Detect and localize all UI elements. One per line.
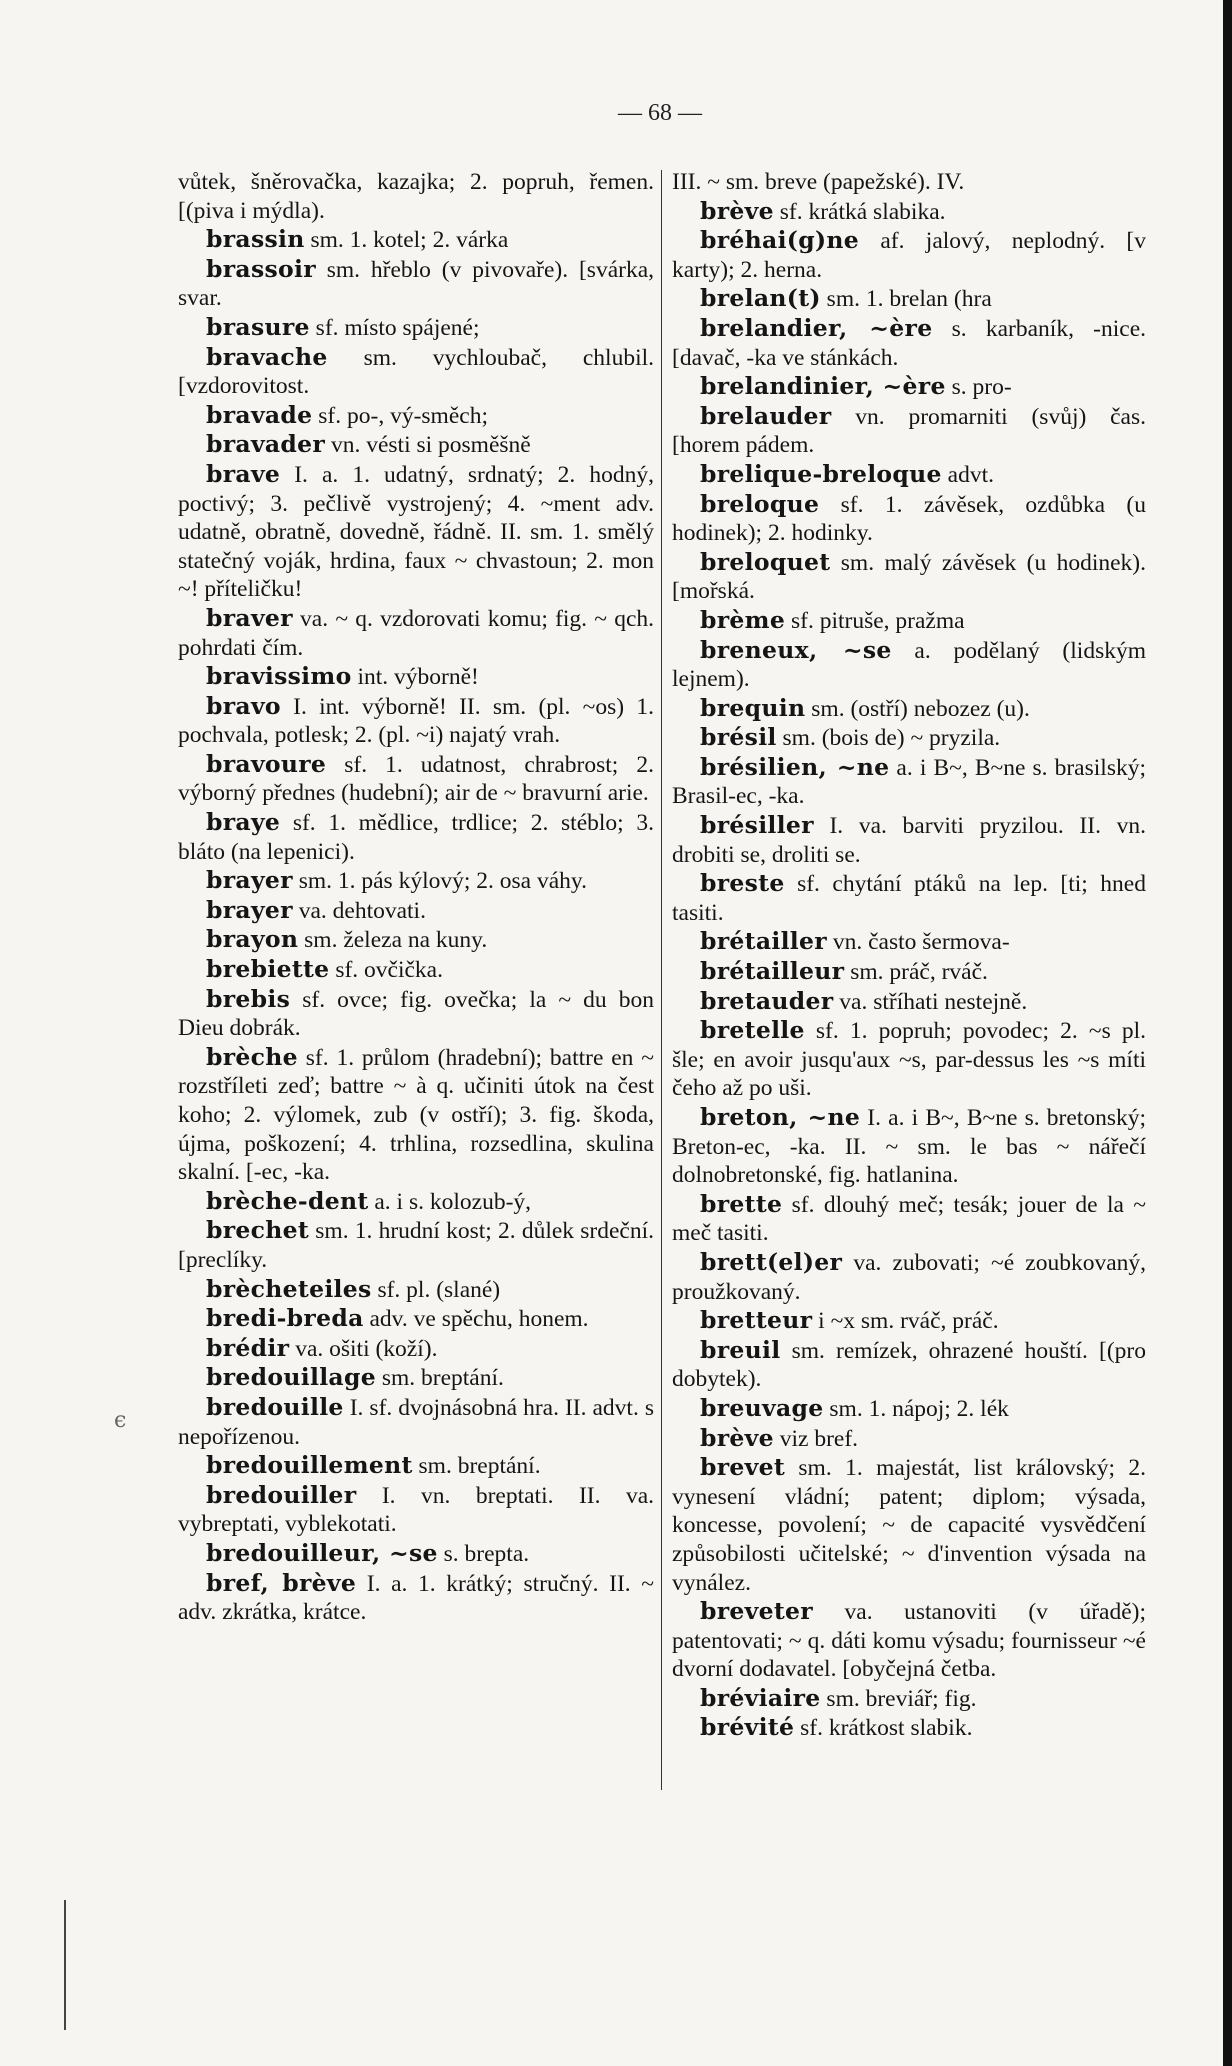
dictionary-entry — [672, 1394, 1146, 1424]
dictionary-entry — [672, 1336, 1146, 1394]
definition: sm. breptání. — [375, 1365, 504, 1392]
dictionary-entry — [178, 313, 654, 343]
definition: III. ~ sm. breve (papežské). IV. — [672, 169, 965, 195]
dictionary-entry — [672, 1453, 1146, 1597]
headword: bretauder — [700, 986, 834, 1015]
dictionary-entry — [672, 1684, 1146, 1714]
dictionary-entry — [178, 168, 654, 225]
definition: sf. 1. závěsek, ozdůbka (u hodinek); 2. hodinky. — [672, 491, 1146, 547]
definition: sf. 1. udatnost, chrabrost; 2. výborný přednes (hudební); air de ~ bravurní arie. — [178, 751, 654, 807]
definition: s. brepta. — [437, 1540, 530, 1567]
dictionary-entry — [672, 372, 1146, 402]
dictionary-entry — [672, 402, 1146, 460]
definition: s. karbaník, -nice. [davač, -ka ve stánkách. — [672, 315, 1147, 371]
headword: brétailleur — [700, 957, 845, 986]
dictionary-entry — [672, 284, 1146, 314]
headword: breneux, ~se — [700, 635, 892, 664]
dictionary-entry — [672, 694, 1146, 724]
column-divider — [661, 170, 662, 1790]
definition: sm. železa na kuny. — [298, 927, 488, 954]
dictionary-entry — [178, 896, 654, 926]
definition: int. výborně! — [351, 664, 479, 691]
definition: I. a. i B~, B~ne s. bretonský; Breton-ec, -ka. II. ~ sm. le bas ~ nářečí dolnobretonské, fig. hatlanina. — [672, 1105, 1146, 1189]
headword: bréviaire — [700, 1683, 821, 1712]
dictionary-entry — [178, 1451, 654, 1481]
dictionary-entry — [178, 1187, 654, 1217]
dictionary-entry — [178, 1043, 654, 1187]
headword: breuvage — [700, 1393, 824, 1422]
dictionary-entry — [178, 1216, 654, 1274]
headword: brave — [206, 459, 281, 488]
dictionary-entry — [672, 168, 1146, 197]
headword: breste — [700, 869, 785, 898]
dictionary-entry — [672, 197, 1146, 227]
headword: brève — [700, 1423, 774, 1452]
headword: bretelle — [700, 1016, 805, 1045]
definition: vn. často šermova- — [826, 929, 1010, 956]
headword: brebiette — [206, 955, 330, 984]
definition: vn. vésti si posměšně — [325, 432, 531, 459]
headword: bredouiller — [206, 1480, 357, 1509]
headword: brésiller — [700, 811, 814, 840]
headword: bravoure — [206, 749, 327, 778]
dictionary-entry — [672, 548, 1146, 606]
definition: sf. pl. (slané) — [371, 1276, 501, 1303]
definition: sm. 1. brelan (hra — [820, 286, 992, 313]
headword: brayer — [206, 866, 293, 895]
headword: brelauder — [700, 401, 832, 430]
definition: I. int. výborně! II. sm. (pl. ~os) 1. pochvala, potlesk; 2. (pl. ~i) najatý vrah. — [178, 693, 654, 749]
dictionary-entry — [672, 987, 1146, 1017]
headword: bredouillement — [206, 1451, 413, 1480]
left-column — [178, 168, 654, 1627]
definition: af. jalový, neplodný. [v karty); 2. herna. — [672, 228, 1146, 283]
headword: bref, brève — [206, 1568, 357, 1597]
definition: I. va. barviti pryzilou. II. vn. drobiti se, droliti se. — [672, 813, 1146, 868]
headword: bredi-breda — [206, 1304, 364, 1333]
headword: brèche-dent — [206, 1186, 369, 1215]
definition: sm. (ostří) nebozez (u). — [805, 695, 1030, 722]
definition: sf. krátkost slabik. — [794, 1715, 973, 1742]
definition: sf. ovce; fig. ovečka; la ~ du bon Dieu dobrák. — [178, 986, 654, 1042]
dictionary-entry — [178, 1569, 654, 1627]
definition: sf. ovčička. — [329, 957, 443, 984]
headword: brett(el)er — [700, 1247, 843, 1276]
definition: sf. pitruše, pražma — [785, 607, 965, 634]
definition: sf. chytání ptáků na lep. [ti; hned tasiti. — [672, 871, 1146, 926]
definition: va. ošiti (koží). — [289, 1335, 438, 1362]
definition: va. ustanoviti (v úřadě); patentovati; ~ q. dáti komu výsadu; fournisseur ~é dvorní dodavatel. [obyčejná četba. — [672, 1599, 1146, 1683]
headword: bretteur — [700, 1306, 813, 1335]
headword: bravissimo — [206, 662, 352, 691]
headword: brelandinier, ~ère — [700, 372, 946, 401]
dictionary-entry — [178, 985, 654, 1043]
definition: sm. breptání. — [412, 1453, 541, 1480]
dictionary-entry — [178, 255, 654, 313]
dictionary-entry — [672, 1597, 1146, 1684]
headword: braye — [206, 808, 281, 837]
dictionary-entry — [672, 723, 1146, 753]
definition: I. a. 1. krátký; stručný. II. ~ adv. zkrátka, krátce. — [178, 1570, 654, 1626]
headword: brevet — [700, 1453, 786, 1482]
dictionary-entry — [178, 808, 654, 866]
dictionary-entry — [672, 490, 1146, 548]
dictionary-entry — [672, 1190, 1146, 1248]
page-edge — [1223, 0, 1232, 2066]
headword: bredouilleur, ~se — [206, 1538, 438, 1567]
dictionary-entry — [178, 460, 654, 604]
headword: bréhai(g)ne — [700, 226, 860, 255]
definition: viz bref. — [773, 1425, 859, 1452]
page-number: — 68 — — [618, 100, 702, 126]
definition: sm. práč, rváč. — [844, 959, 988, 986]
definition: va. ~ q. vzdorovati komu; fig. ~ qch. pohrdati čím. — [178, 605, 654, 661]
dictionary-entry — [178, 866, 654, 896]
definition: va. zubovati; ~é zoubkovaný, proužkovaný. — [672, 1249, 1146, 1305]
headword: bredouille — [206, 1392, 344, 1421]
definition: i ~x sm. rváč, práč. — [812, 1308, 999, 1335]
headword: brebis — [206, 984, 291, 1013]
margin-mark: ϵ — [114, 1408, 127, 1433]
definition: I. sf. dvojnásobná hra. II. advt. s nepořízenou. — [178, 1394, 654, 1450]
definition: sf. dlouhý meč; tesák; jouer de la ~ meč tasiti. — [672, 1191, 1146, 1247]
definition: adv. ve spěchu, honem. — [363, 1306, 589, 1333]
dictionary-entry — [672, 314, 1146, 372]
headword: breton, ~ne — [700, 1103, 861, 1131]
headword: brècheteiles — [206, 1274, 372, 1303]
headword: brechet — [206, 1216, 310, 1245]
headword: brequin — [700, 693, 806, 722]
dictionary-entry — [672, 1016, 1146, 1103]
definition: s. pro- — [945, 374, 1012, 401]
dictionary-entry — [672, 811, 1146, 869]
headword: brétailler — [700, 927, 827, 956]
definition: sf. po-, vý-směch; — [312, 402, 488, 429]
dictionary-entry — [178, 925, 654, 955]
dictionary-entry — [178, 401, 654, 431]
headword: bravache — [206, 342, 328, 371]
headword: breveter — [700, 1597, 813, 1626]
definition: sm. 1. hrudní kost; 2. důlek srdeční. [preclíky. — [178, 1218, 654, 1273]
definition: advt. — [941, 461, 994, 488]
headword: brésil — [700, 723, 777, 752]
headword: brève — [700, 196, 774, 225]
headword: brésilien, ~ne — [700, 752, 890, 781]
dictionary-entry — [178, 430, 654, 460]
headword: brévité — [700, 1713, 795, 1742]
definition: sf. místo spájené; — [309, 314, 480, 341]
definition: sm. malý závěsek (u hodinek). [mořská. — [672, 549, 1146, 605]
definition: sm. breviář; fig. — [820, 1685, 977, 1712]
headword: bravader — [206, 430, 326, 459]
dictionary-entry — [672, 1103, 1146, 1190]
dictionary-entry — [672, 957, 1146, 987]
headword: brelandier, ~ère — [700, 313, 933, 342]
dictionary-entry — [178, 225, 654, 255]
definition: a. i B~, B~ne s. brasilský; Brasil-ec, -ka. — [672, 754, 1146, 810]
headword: bravade — [206, 400, 313, 429]
headword: brayon — [206, 925, 299, 954]
dictionary-entry — [672, 1713, 1146, 1743]
dictionary-entry — [178, 1304, 654, 1334]
definition: sm. 1. majestát, list královský; 2. vynesení vládní; patent; diplom; výsada, koncesse, povolení; ~ de capacité vysvědčení způsobilosti učitelské; ~ d'invention výsada na vynález. — [672, 1455, 1146, 1596]
dictionary-entry — [672, 1248, 1146, 1306]
dictionary-entry — [178, 662, 654, 692]
dictionary-entry — [672, 1424, 1146, 1454]
dictionary-entry — [178, 1275, 654, 1305]
definition: sm. remízek, ohrazené houští. [(pro dobytek). — [672, 1337, 1146, 1393]
dictionary-entry — [178, 1539, 654, 1569]
definition: sm. (bois de) ~ pryzila. — [776, 725, 1001, 752]
dictionary-entry — [178, 1481, 654, 1539]
headword: breloque — [700, 489, 820, 518]
headword: brèche — [206, 1042, 298, 1071]
corner-mark — [54, 1900, 66, 2030]
definition: I. vn. breptati. II. va. vybreptati, vyblekotati. — [178, 1482, 654, 1538]
headword: brème — [700, 605, 786, 634]
dictionary-entry — [178, 1363, 654, 1393]
definition: sm. hřeblo (v pivovaře). [svárka, svar. — [178, 256, 654, 312]
dictionary-entry — [178, 604, 654, 662]
dictionary-entry — [178, 692, 654, 750]
headword: bredouillage — [206, 1363, 376, 1392]
headword: braver — [206, 603, 293, 632]
headword: brette — [700, 1189, 783, 1218]
definition: a. i s. kolozub-ý, — [368, 1188, 532, 1215]
headword: breuil — [700, 1335, 781, 1364]
definition: sf. 1. popruh; povodec; 2. ~s pl. šle; en avoir jusqu'aux ~s, par-dessus les ~s míti čeho až po uši. — [672, 1018, 1146, 1102]
definition: a. podělaný (lidským lejnem). — [672, 637, 1146, 693]
right-column — [672, 168, 1146, 1743]
headword: brassoir — [206, 254, 316, 283]
dictionary-entry — [178, 1393, 654, 1451]
dictionary-entry — [672, 1306, 1146, 1336]
definition: sf. 1. mědlice, trdlice; 2. stéblo; 3. bláto (na lepenici). — [178, 810, 654, 865]
definition: sm. 1. kotel; 2. várka — [304, 227, 509, 254]
definition: sm. vychloubač, chlubil. [vzdorovitost. — [178, 344, 654, 400]
dictionary-entry — [178, 343, 654, 401]
headword: brelique-breloque — [700, 459, 942, 488]
definition: sf. krátká slabika. — [773, 198, 946, 225]
definition: I. a. 1. udatný, srdnatý; 2. hodný, poctivý; 3. pečlivě vystrojený; 4. ~ment adv. udatně, obratně, dovedně, řádně. II. sm. 1. smělý statečný voják, hrdina, faux ~ chvastoun; 2. mon ~! příteličku! — [178, 461, 654, 603]
headword: bravo — [206, 691, 281, 720]
headword: brassin — [206, 225, 305, 254]
headword: breloquet — [700, 547, 831, 576]
dictionary-entry — [672, 460, 1146, 490]
dictionary-entry — [178, 1334, 654, 1364]
headword: brédir — [206, 1333, 290, 1362]
dictionary-entry — [672, 606, 1146, 636]
dictionary-entry — [672, 636, 1146, 694]
headword: brelan(t) — [700, 284, 821, 313]
dictionary-entry — [178, 750, 654, 808]
headword: brasure — [206, 312, 310, 341]
dictionary-entry — [178, 955, 654, 985]
definition: va. stříhati nestejně. — [833, 988, 1028, 1015]
definition: sm. 1. pás kýlový; 2. osa váhy. — [292, 868, 587, 895]
definition: vůtek, šněrovačka, kazajka; 2. popruh, řemen. [(piva i mýdla). — [178, 169, 654, 224]
dictionary-entry — [672, 869, 1146, 927]
definition: vn. promarniti (svůj) čas. [horem pádem. — [672, 403, 1146, 459]
definition: sf. 1. průlom (hradební); battre en ~ rozstříleti zeď; battre ~ à q. učiniti útok na čest koho; 2. výlomek, zub (v ostří); 3. fig. škoda, újma, poškození; 4. trhlina, rozsedlina, skulina skalní. [-ec, -ka. — [178, 1044, 654, 1186]
definition: sm. 1. nápoj; 2. lék — [823, 1395, 1009, 1422]
dictionary-entry — [672, 226, 1146, 284]
headword: brayer — [206, 895, 293, 924]
dictionary-entry — [672, 927, 1146, 957]
definition: va. dehtovati. — [292, 897, 426, 924]
dictionary-entry — [672, 753, 1146, 811]
